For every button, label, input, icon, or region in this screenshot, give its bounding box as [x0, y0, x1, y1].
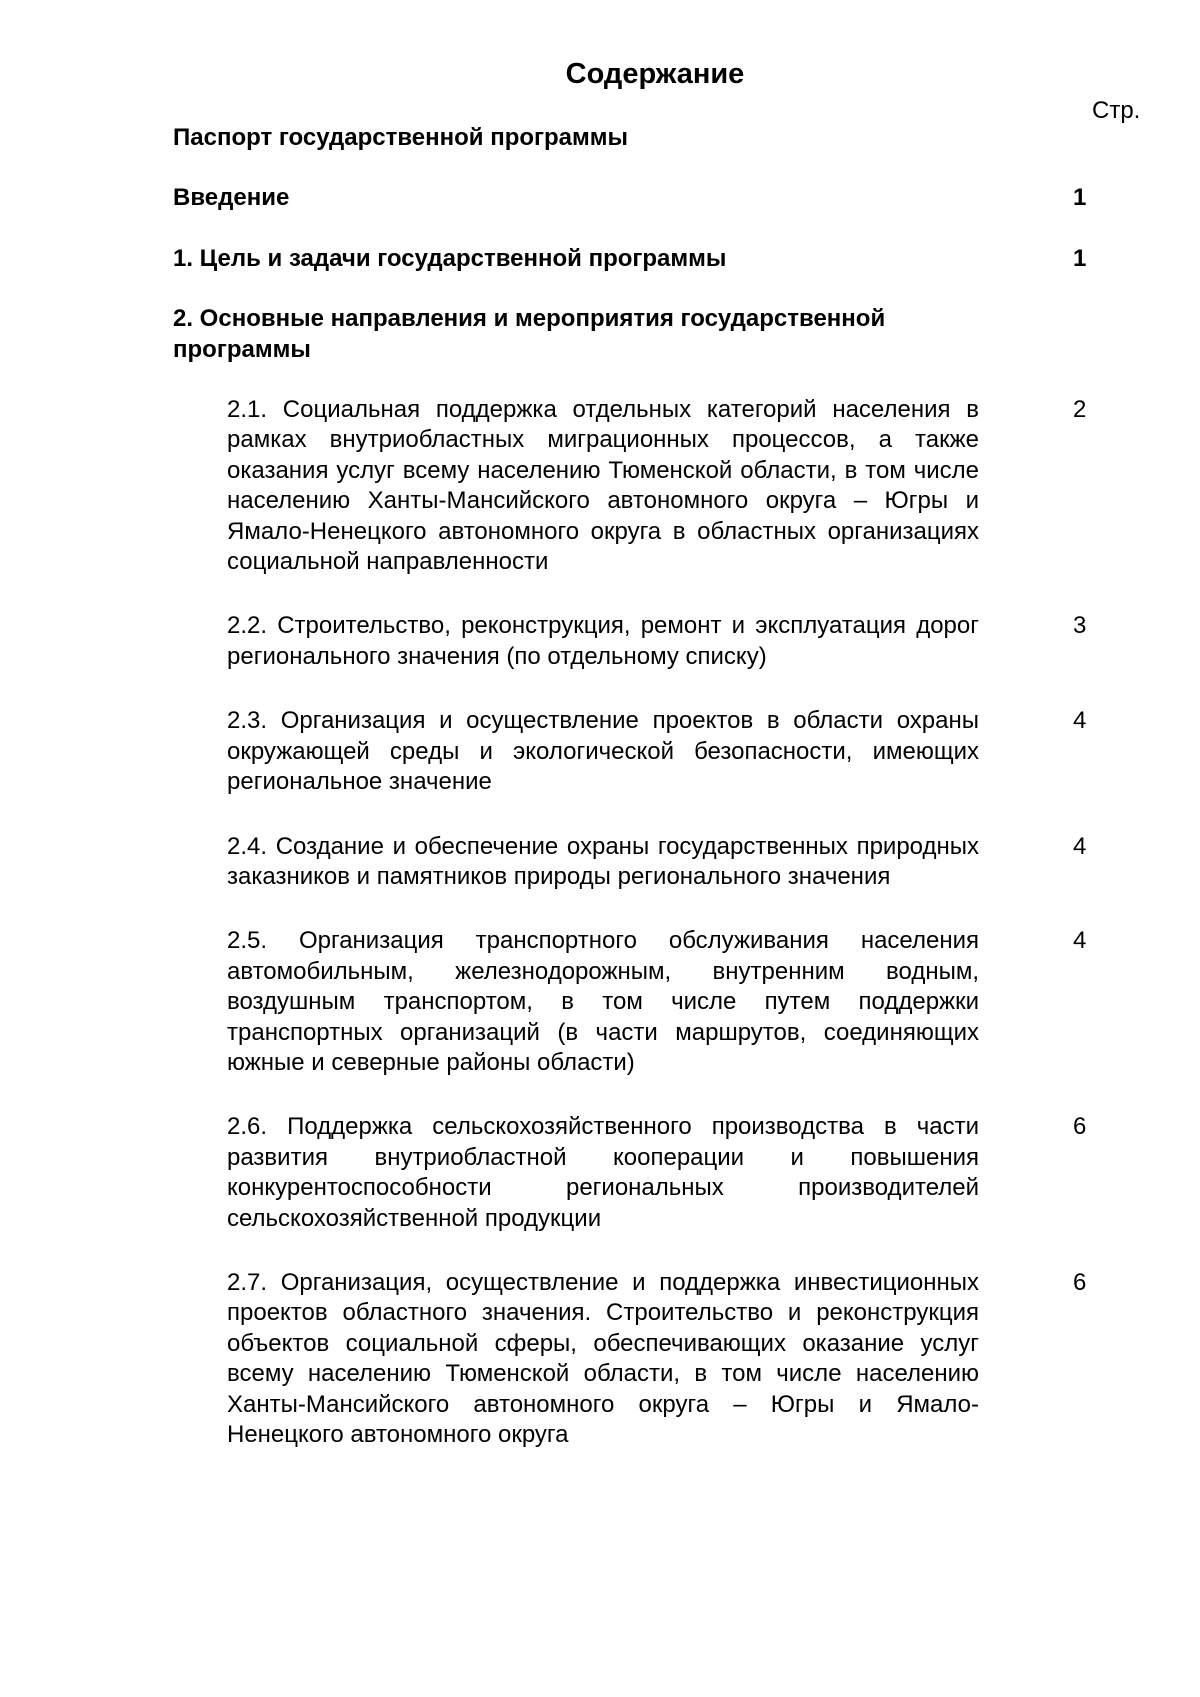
- toc-entry-page: 4: [1073, 832, 1087, 860]
- toc-entry-section-2-2[interactable]: [227, 611, 1087, 672]
- toc-entry-text: Паспорт государственной программы: [173, 124, 629, 151]
- toc-entry-page: 1: [1073, 244, 1087, 272]
- document-title: Содержание: [565, 58, 745, 90]
- toc-entry-passport[interactable]: [173, 123, 973, 153]
- toc-entry-text: Введение: [173, 184, 290, 212]
- toc-entry-section-2-6[interactable]: [227, 1112, 1087, 1234]
- toc-entry-text: 2.3. Организация и осуществление проектов в области охраны окружающей среды и экологической безопасности, имеющих региональное значение: [227, 707, 979, 796]
- toc-entry-section-2[interactable]: [173, 304, 973, 365]
- toc-entry-section-2-5[interactable]: [227, 926, 1087, 1078]
- toc-entry-text: 2.7. Организация, осуществление и поддержка инвестиционных проектов областного значения. Строительство и реконструкция объектов социальной сферы, обеспечивающих оказание услуг всему населению Тюменской области, в том числе населению Ханты-Мансийского автономного округа – Югры и Ямало-Ненецкого автономного округа: [227, 1268, 979, 1448]
- toc-entry-section-2-1[interactable]: [227, 395, 1087, 577]
- toc-entry-text: 2. Основные направления и мероприятия государственной программы: [173, 305, 886, 363]
- page-column-header: Стр.: [1092, 97, 1141, 124]
- toc-entry-text: 2.6. Поддержка сельскохозяйственного производства в части развития внутриобластной кооперации и повышения конкурентоспособности региональных производителей сельскохозяйственной продукции: [227, 1113, 979, 1232]
- toc-entry-section-2-3[interactable]: [227, 706, 1087, 797]
- toc-entry-text: 2.5. Организация транспортного обслуживания населения автомобильным, железнодорожным, внутренним водным, воздушным транспортом, в том числе путем поддержки транспортных организаций (в части маршрутов, соединяющих южные и северные районы области): [227, 927, 979, 1076]
- toc-entry-introduction[interactable]: [173, 183, 1087, 213]
- toc-entry-page: 4: [1073, 707, 1087, 735]
- toc-entry-page: 6: [1073, 1113, 1087, 1141]
- toc-entry-page: 1: [1073, 184, 1087, 212]
- toc-entry-page: 3: [1073, 612, 1087, 640]
- toc-entry-text: 2.4. Создание и обеспечение охраны государственных природных заказников и памятников природы регионального значения: [227, 832, 979, 890]
- toc-entry-section-2-7[interactable]: [227, 1268, 1087, 1450]
- toc-entry-page: 2: [1073, 396, 1087, 424]
- toc-entry-page: 4: [1073, 927, 1087, 955]
- toc-entry-text: 1. Цель и задачи государственной программы: [173, 244, 727, 272]
- toc-entry-text: 2.1. Социальная поддержка отдельных категорий населения в рамках внутриобластных миграционных процессов, а также оказания услуг всему населению Тюменской области, в том числе населению Ханты-Мансийского автономного округа – Югры и Ямало-Ненецкого автономного округа в областных организациях социальной направленности: [227, 396, 979, 576]
- toc-entry-page: 6: [1073, 1268, 1087, 1296]
- toc-entry-text: 2.2. Строительство, реконструкция, ремонт и эксплуатация дорог регионального значения (по отдельному списку): [227, 612, 979, 670]
- table-of-contents: [173, 123, 1093, 1484]
- toc-entry-section-1[interactable]: [173, 244, 1087, 274]
- toc-entry-section-2-4[interactable]: [227, 832, 1087, 893]
